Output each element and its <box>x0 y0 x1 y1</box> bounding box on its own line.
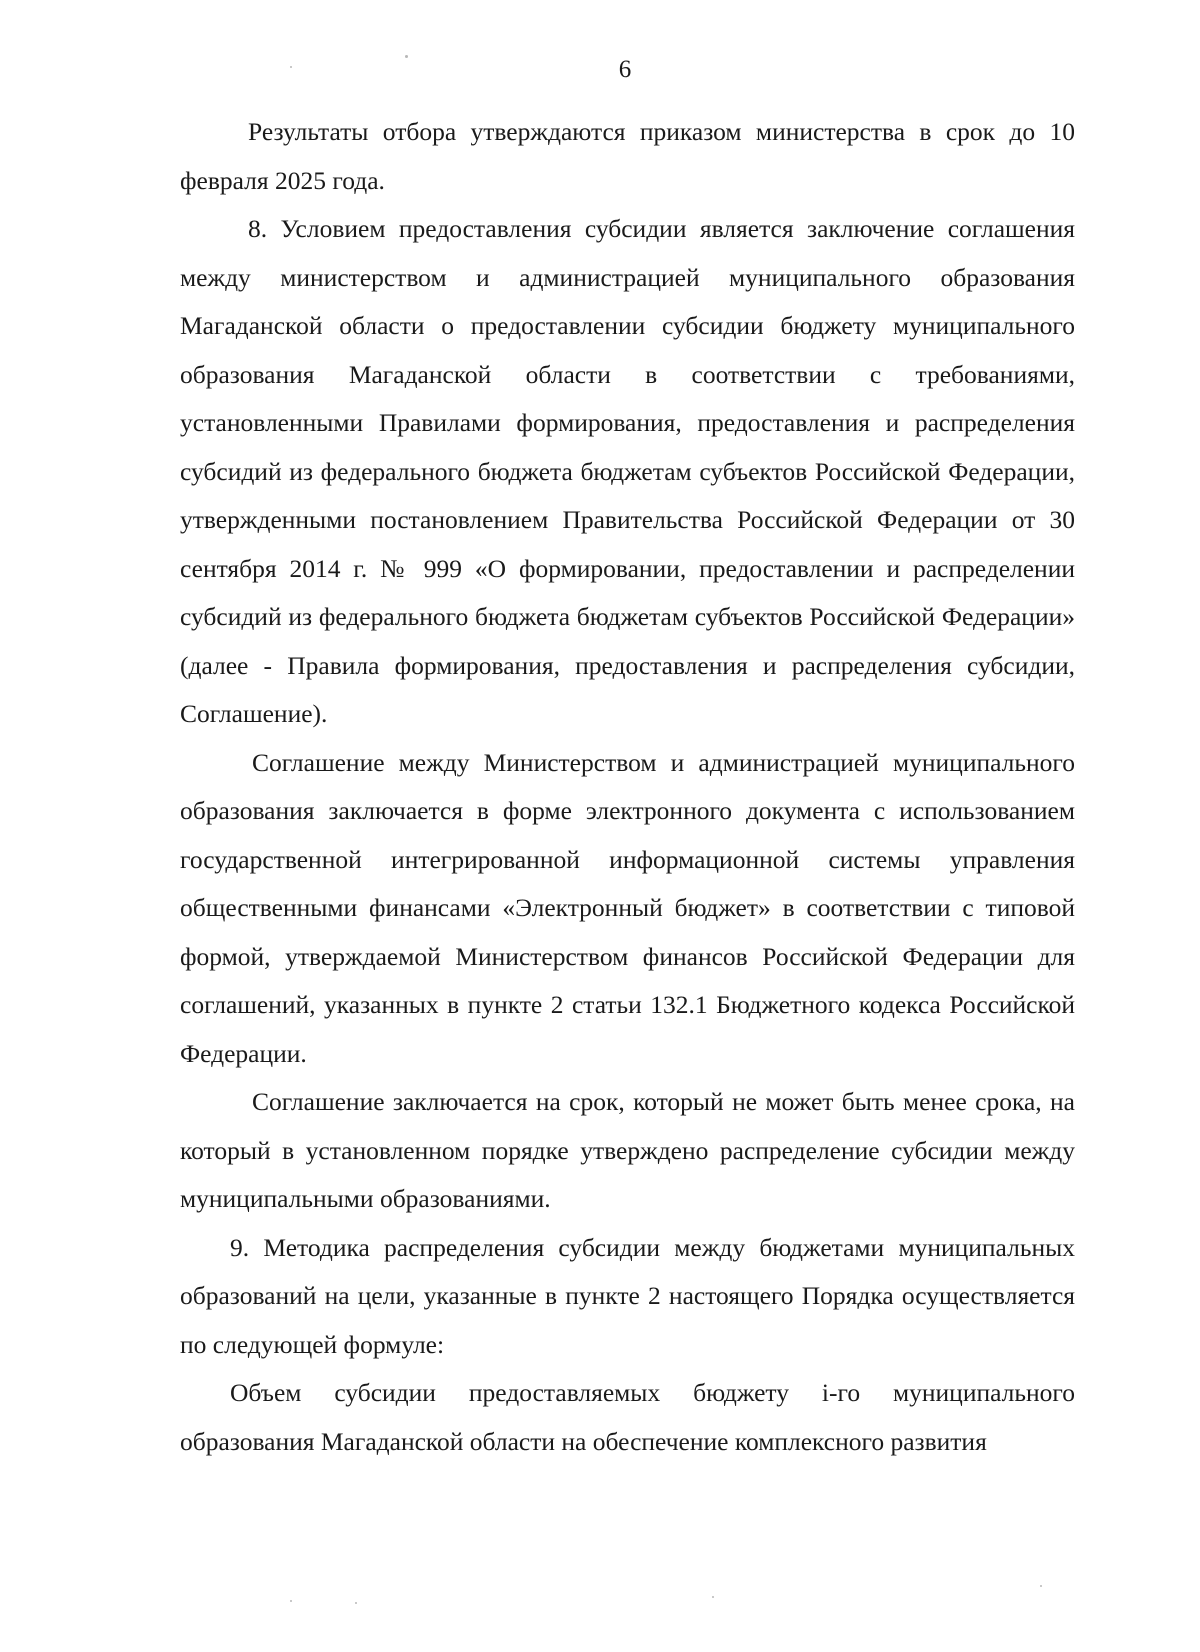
paragraph-clause-9: 9. Методика распределения субсидии между бюджетами муниципальных образований на цели, указанные в пункте 2 настоящего Порядка осуществляется по следующей формуле: <box>180 1232 1075 1359</box>
paragraph-agreement-term: Соглашение заключается на срок, который не может быть менее срока, на который в установленном порядке утверждено распределение субсидии между муниципальными образованиями. <box>180 1087 1075 1213</box>
scan-speck <box>355 1602 357 1604</box>
document-body <box>180 108 1075 1466</box>
paragraph-clause-8: 8. Условием предоставления субсидии является заключение соглашения между министерством и администрацией муниципального образования Магаданской области о предоставлении субсидии бюджету муниципального образования Магаданской области в соответствии с требованиями, установленными Правилами формирования, предоставления и распределения субсидий из федерального бюджета бюджетам субъектов Российской Федерации, утвержденными постановлением Правительства Российской Федерации от 30 сентября 2014 г. № 999 «О формировании, предоставлении и распределении субсидий из федерального бюджета бюджетам субъектов Российской Федерации» (далее - Правила формирования, предоставления и распределения субсидии, Соглашение). <box>180 214 1075 728</box>
page-number: 6 <box>618 56 632 83</box>
scan-speck <box>290 66 292 68</box>
paragraph-agreement-form: Соглашение между Министерством и администрацией муниципального образования заключается в форме электронного документа с использованием государственной интегрированной информационной системы управления общественными финансами «Электронный бюджет» в соответствии с типовой формой, утверждаемой Министерством финансов Российской Федерации для соглашений, указанных в пункте 2 статьи 132.1 Бюджетного кодекса Российской Федерации. <box>180 747 1075 1068</box>
paragraph-selection-results: Результаты отбора утверждаются приказом министерства в срок до 10 февраля 2025 года. <box>180 117 1075 195</box>
scan-speck <box>405 55 408 58</box>
scan-speck <box>290 1600 292 1602</box>
scan-speck <box>712 1596 714 1598</box>
scan-speck <box>1040 1585 1042 1587</box>
paragraph-subsidy-volume: Объем субсидии предоставляемых бюджету i-го муниципального образования Магаданской области на обеспечение комплексного развития <box>180 1378 1075 1456</box>
